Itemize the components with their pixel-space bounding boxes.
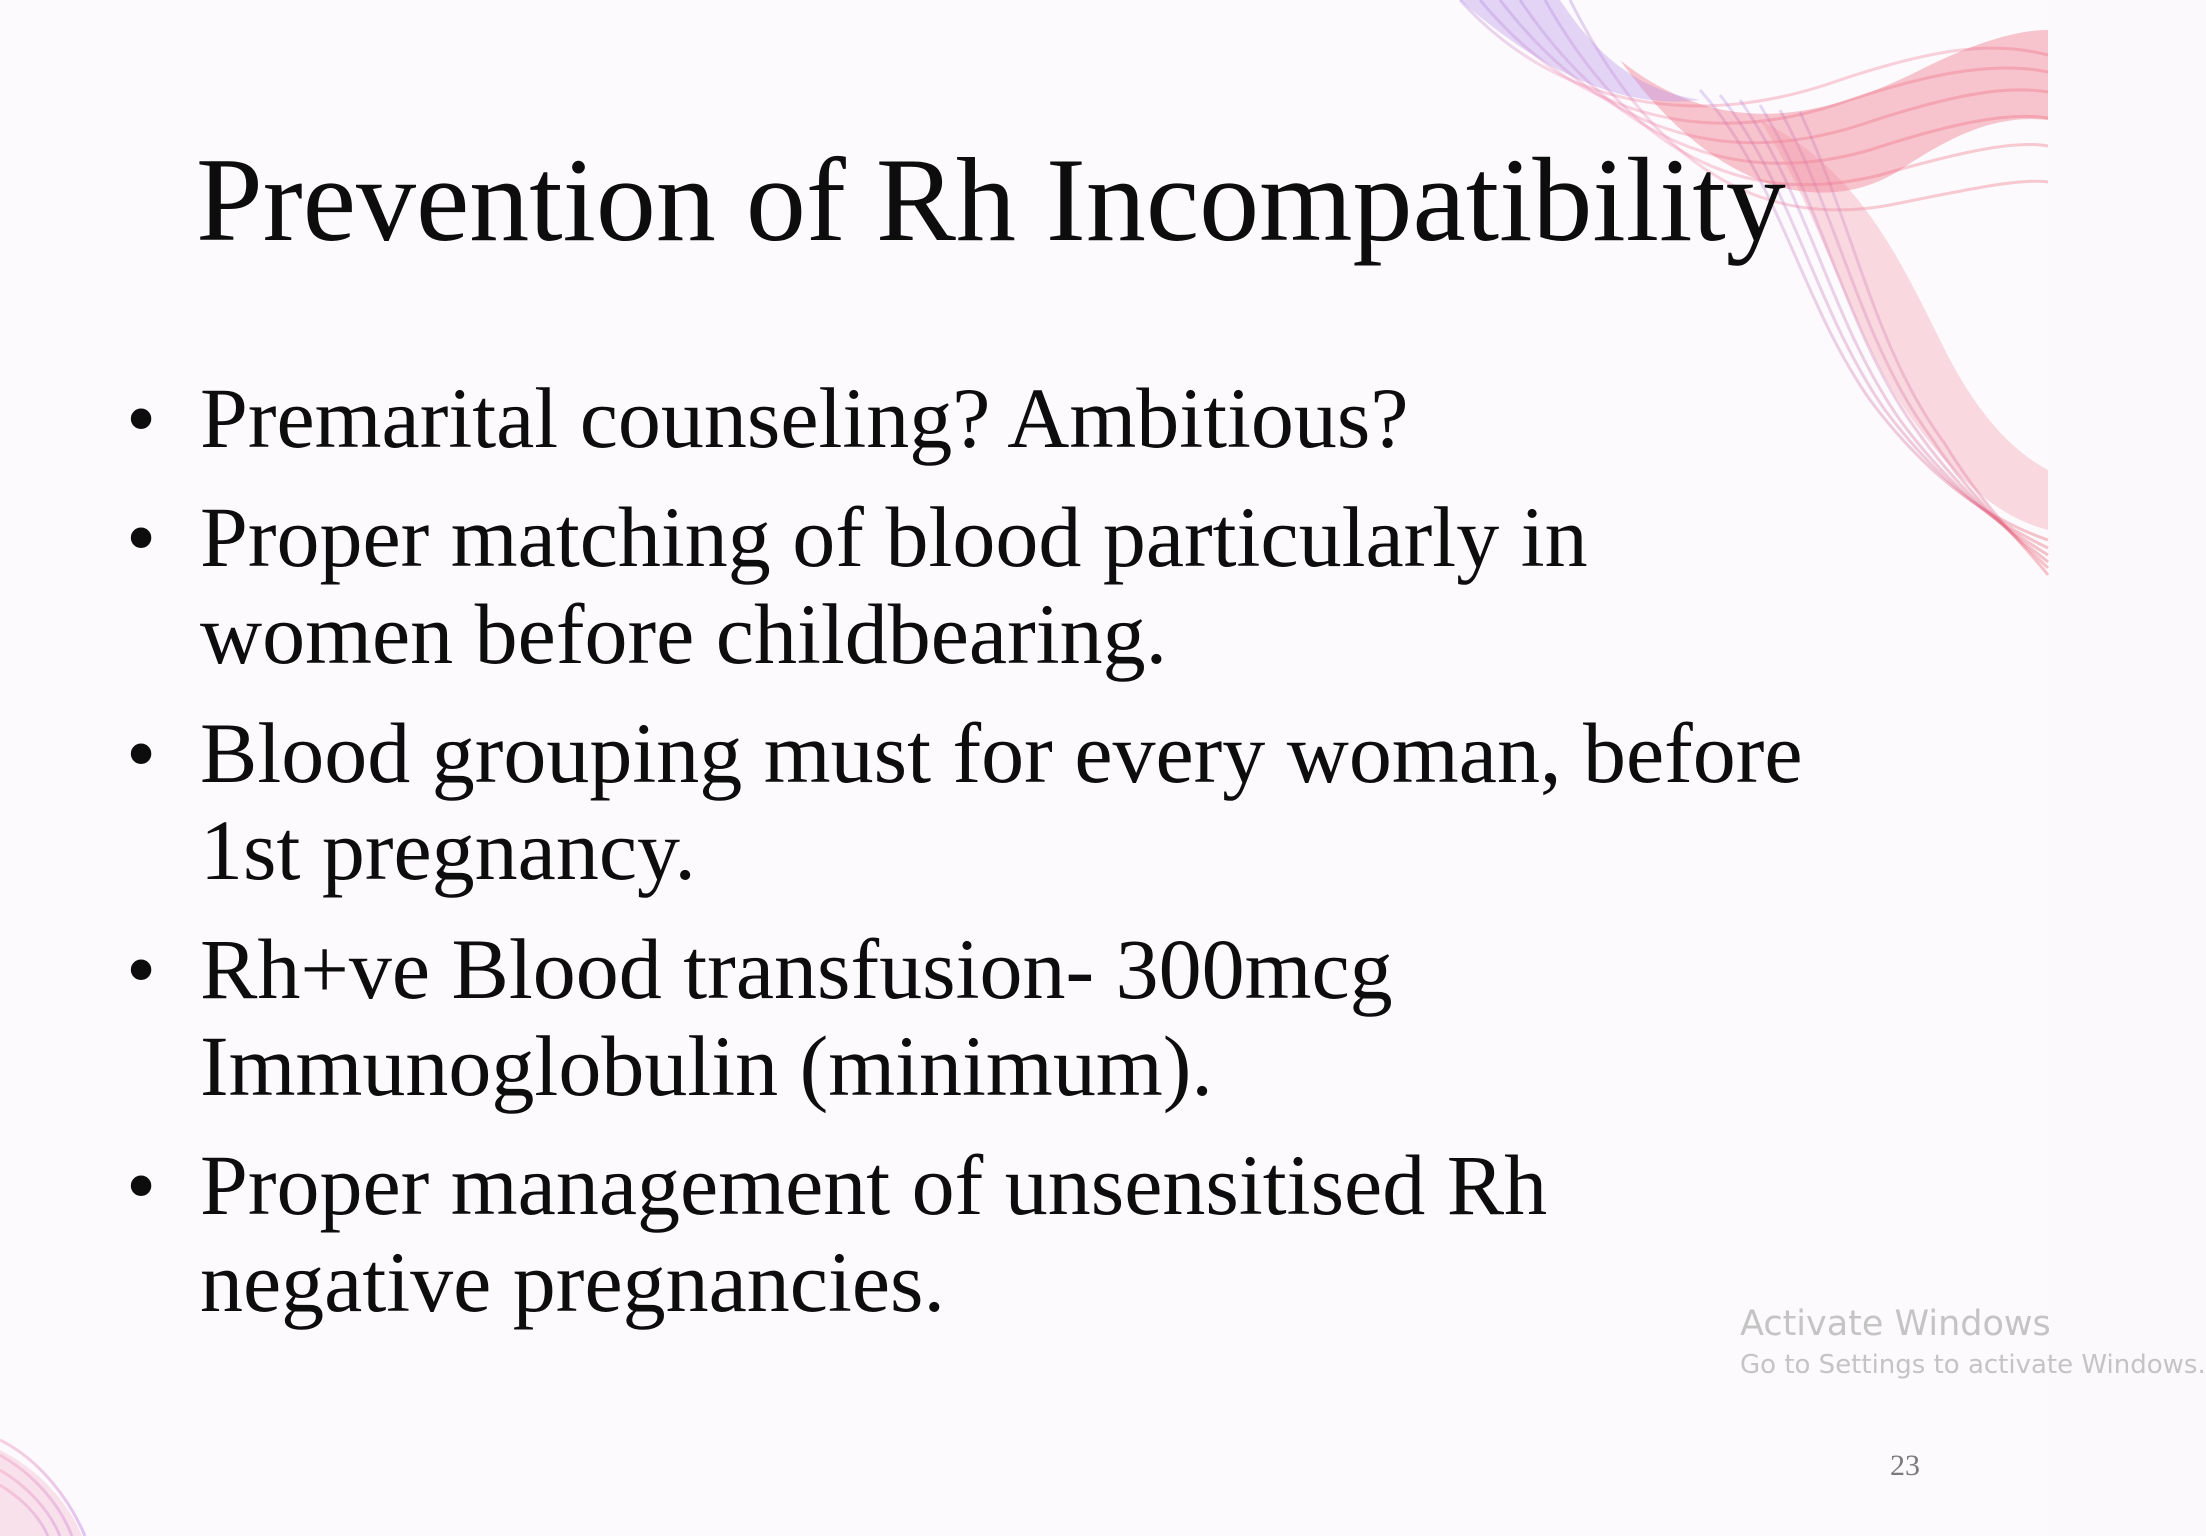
bullet-text-line: Proper matching of blood particularly in — [200, 489, 1588, 585]
bullet-dot-icon: • — [126, 370, 157, 466]
bullet-dot-icon: • — [126, 489, 157, 585]
bullet-item — [120, 921, 1940, 1115]
watermark-subtitle: Go to Settings to activate Windows. — [1740, 1350, 2206, 1380]
bullet-dot-icon: • — [126, 1137, 157, 1233]
bullet-dot-icon: • — [126, 921, 157, 1017]
activate-windows-watermark — [1740, 1302, 2206, 1384]
bullet-text-line: Blood grouping must for every woman, before — [200, 705, 1803, 801]
bullet-text-line: Proper management of unsensitised Rh — [200, 1137, 1548, 1233]
bullet-text-line: Premarital counseling? Ambitious? — [200, 370, 1409, 466]
bullet-item — [120, 489, 1940, 683]
bullet-text-line: Immunoglobulin (minimum). — [200, 1018, 1213, 1114]
bullet-text-line: 1st pregnancy. — [200, 802, 696, 898]
bullet-item — [120, 1137, 1940, 1331]
bullet-text-line: Rh+ve Blood transfusion- 300mcg — [200, 921, 1393, 1017]
bullet-dot-icon: • — [126, 705, 157, 801]
slide-title: Prevention of Rh Incompatibility — [196, 133, 1786, 266]
page-number: 23 — [1890, 1449, 1920, 1482]
watermark-title: Activate Windows — [1740, 1304, 2051, 1344]
bullet-list — [120, 370, 1940, 1353]
bullet-text-line: negative pregnancies. — [200, 1234, 945, 1330]
bullet-item — [120, 705, 1940, 899]
bullet-item — [120, 370, 1940, 467]
bullet-text-line: women before childbearing. — [200, 586, 1168, 682]
